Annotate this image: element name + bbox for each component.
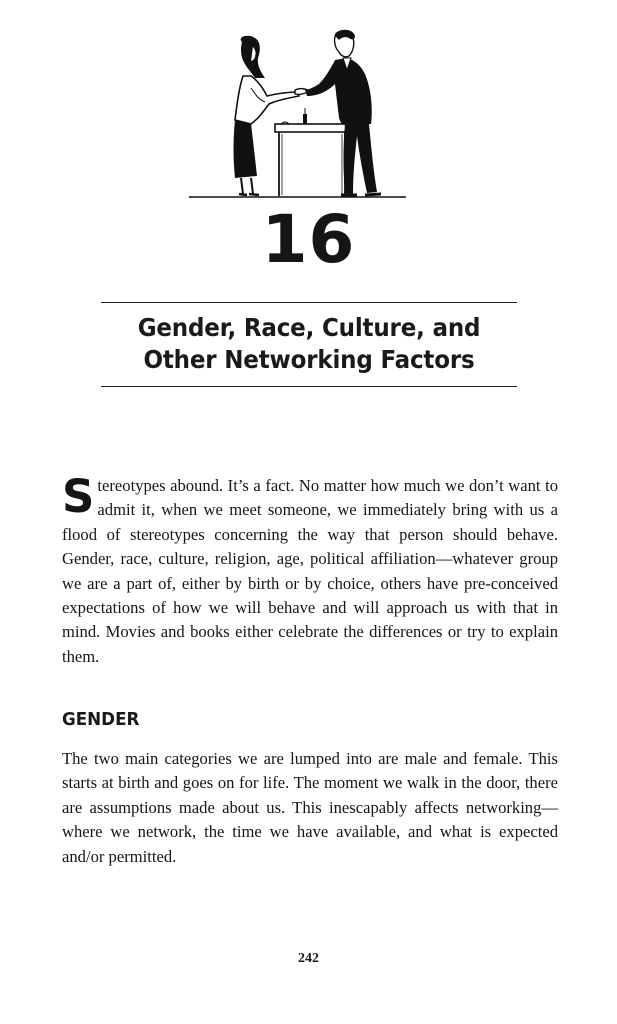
page-number: 242 [298,951,319,966]
chapter-title [118,312,501,376]
title-rule-top [101,302,517,303]
woman-figure [234,36,300,195]
drop-cap: S [62,470,95,523]
chapter-title-line-1: Gender, Race, Culture, and [137,313,481,342]
intro-paragraph-text: tereotypes abound. It’s a fact. No matter how much we don’t want to admit it, when we meet someone, we immediately bring with us a flood of stereotypes concerning the way that person should behave. Gender, race, culture, religion, age, political affiliation—whatever group we are a part of, either by birth or by choice, others have pre-conceived expectations of how we will behave and will approach us with that in mind. Movies and books either celebrate the differences or try to explain them. [62,476,558,666]
chapter-number: 16 [261,201,356,278]
chapter-title-line-2: Other Networking Factors [143,345,475,374]
podium-table [275,108,349,196]
gender-paragraph: The two main categories we are lumped into are male and female. This starts at birth and goes on for life. The moment we walk in the door, there are assumptions made about us. This inescapably affects networking—where we network, the time we have available, and what is expected and/or permitted. [62,749,558,866]
handshake-illustration-icon [185,28,410,202]
title-rule-bottom [101,386,517,387]
section-heading: GENDER [62,709,140,730]
intro-paragraph [62,470,558,669]
man-figure [305,30,381,195]
